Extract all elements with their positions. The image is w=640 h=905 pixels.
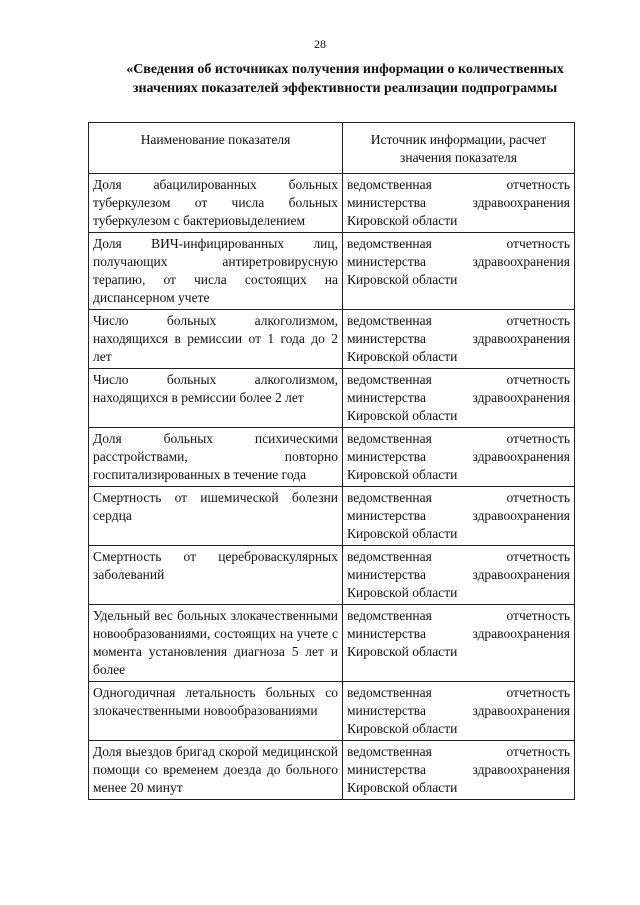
heading-line-1: «Сведения об источниках получения информации о количественных xyxy=(126,62,564,77)
indicator-cell: Доля абацилированных больных туберкулезом от числа больных туберкулезом с бактериовыделением xyxy=(89,174,343,233)
table-header-row xyxy=(89,123,575,174)
table-row xyxy=(89,487,575,546)
table-row xyxy=(89,174,575,233)
table-row xyxy=(89,369,575,428)
source-cell: ведомственная отчетность министерства здравоохранения Кировской области xyxy=(343,174,575,233)
source-cell: ведомственная отчетность министерства здравоохранения Кировской области xyxy=(343,741,575,800)
table-row xyxy=(89,428,575,487)
indicator-cell: Число больных алкоголизмом, находящихся в ремиссии более 2 лет xyxy=(89,369,343,428)
table-row xyxy=(89,310,575,369)
source-cell: ведомственная отчетность министерства здравоохранения Кировской области xyxy=(343,369,575,428)
indicator-cell: Одногодичная летальность больных со злокачественными новообразованиями xyxy=(89,682,343,741)
column-header-indicator: Наименование показателя xyxy=(89,123,343,174)
source-cell: ведомственная отчетность министерства здравоохранения Кировской области xyxy=(343,546,575,605)
table-row xyxy=(89,682,575,741)
indicator-cell: Число больных алкоголизмом, находящихся в ремиссии от 1 года до 2 лет xyxy=(89,310,343,369)
table-row xyxy=(89,741,575,800)
table-row xyxy=(89,233,575,310)
indicator-cell: Смертность от цереброваскулярных заболеваний xyxy=(89,546,343,605)
source-cell: ведомственная отчетность министерства здравоохранения Кировской области xyxy=(343,682,575,741)
source-cell: ведомственная отчетность министерства здравоохранения Кировской области xyxy=(343,428,575,487)
source-cell: ведомственная отчетность министерства здравоохранения Кировской области xyxy=(343,487,575,546)
table-row xyxy=(89,546,575,605)
column-header-source: Источник информации, расчет значения показателя xyxy=(343,123,575,174)
source-cell: ведомственная отчетность министерства здравоохранения Кировской области xyxy=(343,233,575,310)
page-number: 28 xyxy=(314,37,326,51)
indicator-sources-table xyxy=(88,122,575,800)
indicator-cell: Доля больных психическими расстройствами, повторно госпитализированных в течение года xyxy=(89,428,343,487)
indicator-cell: Смертность от ишемической болезни сердца xyxy=(89,487,343,546)
table-row xyxy=(89,605,575,682)
heading-line-2: значениях показателей эффективности реализации подпрограммы xyxy=(132,81,558,96)
document-heading xyxy=(110,60,580,98)
indicator-cell: Удельный вес больных злокачественными новообразованиями, состоящих на учете с момента установления диагноза 5 лет и более xyxy=(89,605,343,682)
indicator-cell: Доля выездов бригад скорой медицинской помощи со временем доезда до больного менее 20 минут xyxy=(89,741,343,800)
indicator-cell: Доля ВИЧ-инфицированных лиц, получающих антиретровирусную терапию, от числа состоящих на диспансерном учете xyxy=(89,233,343,310)
source-cell: ведомственная отчетность министерства здравоохранения Кировской области xyxy=(343,310,575,369)
source-cell: ведомственная отчетность министерства здравоохранения Кировской области xyxy=(343,605,575,682)
